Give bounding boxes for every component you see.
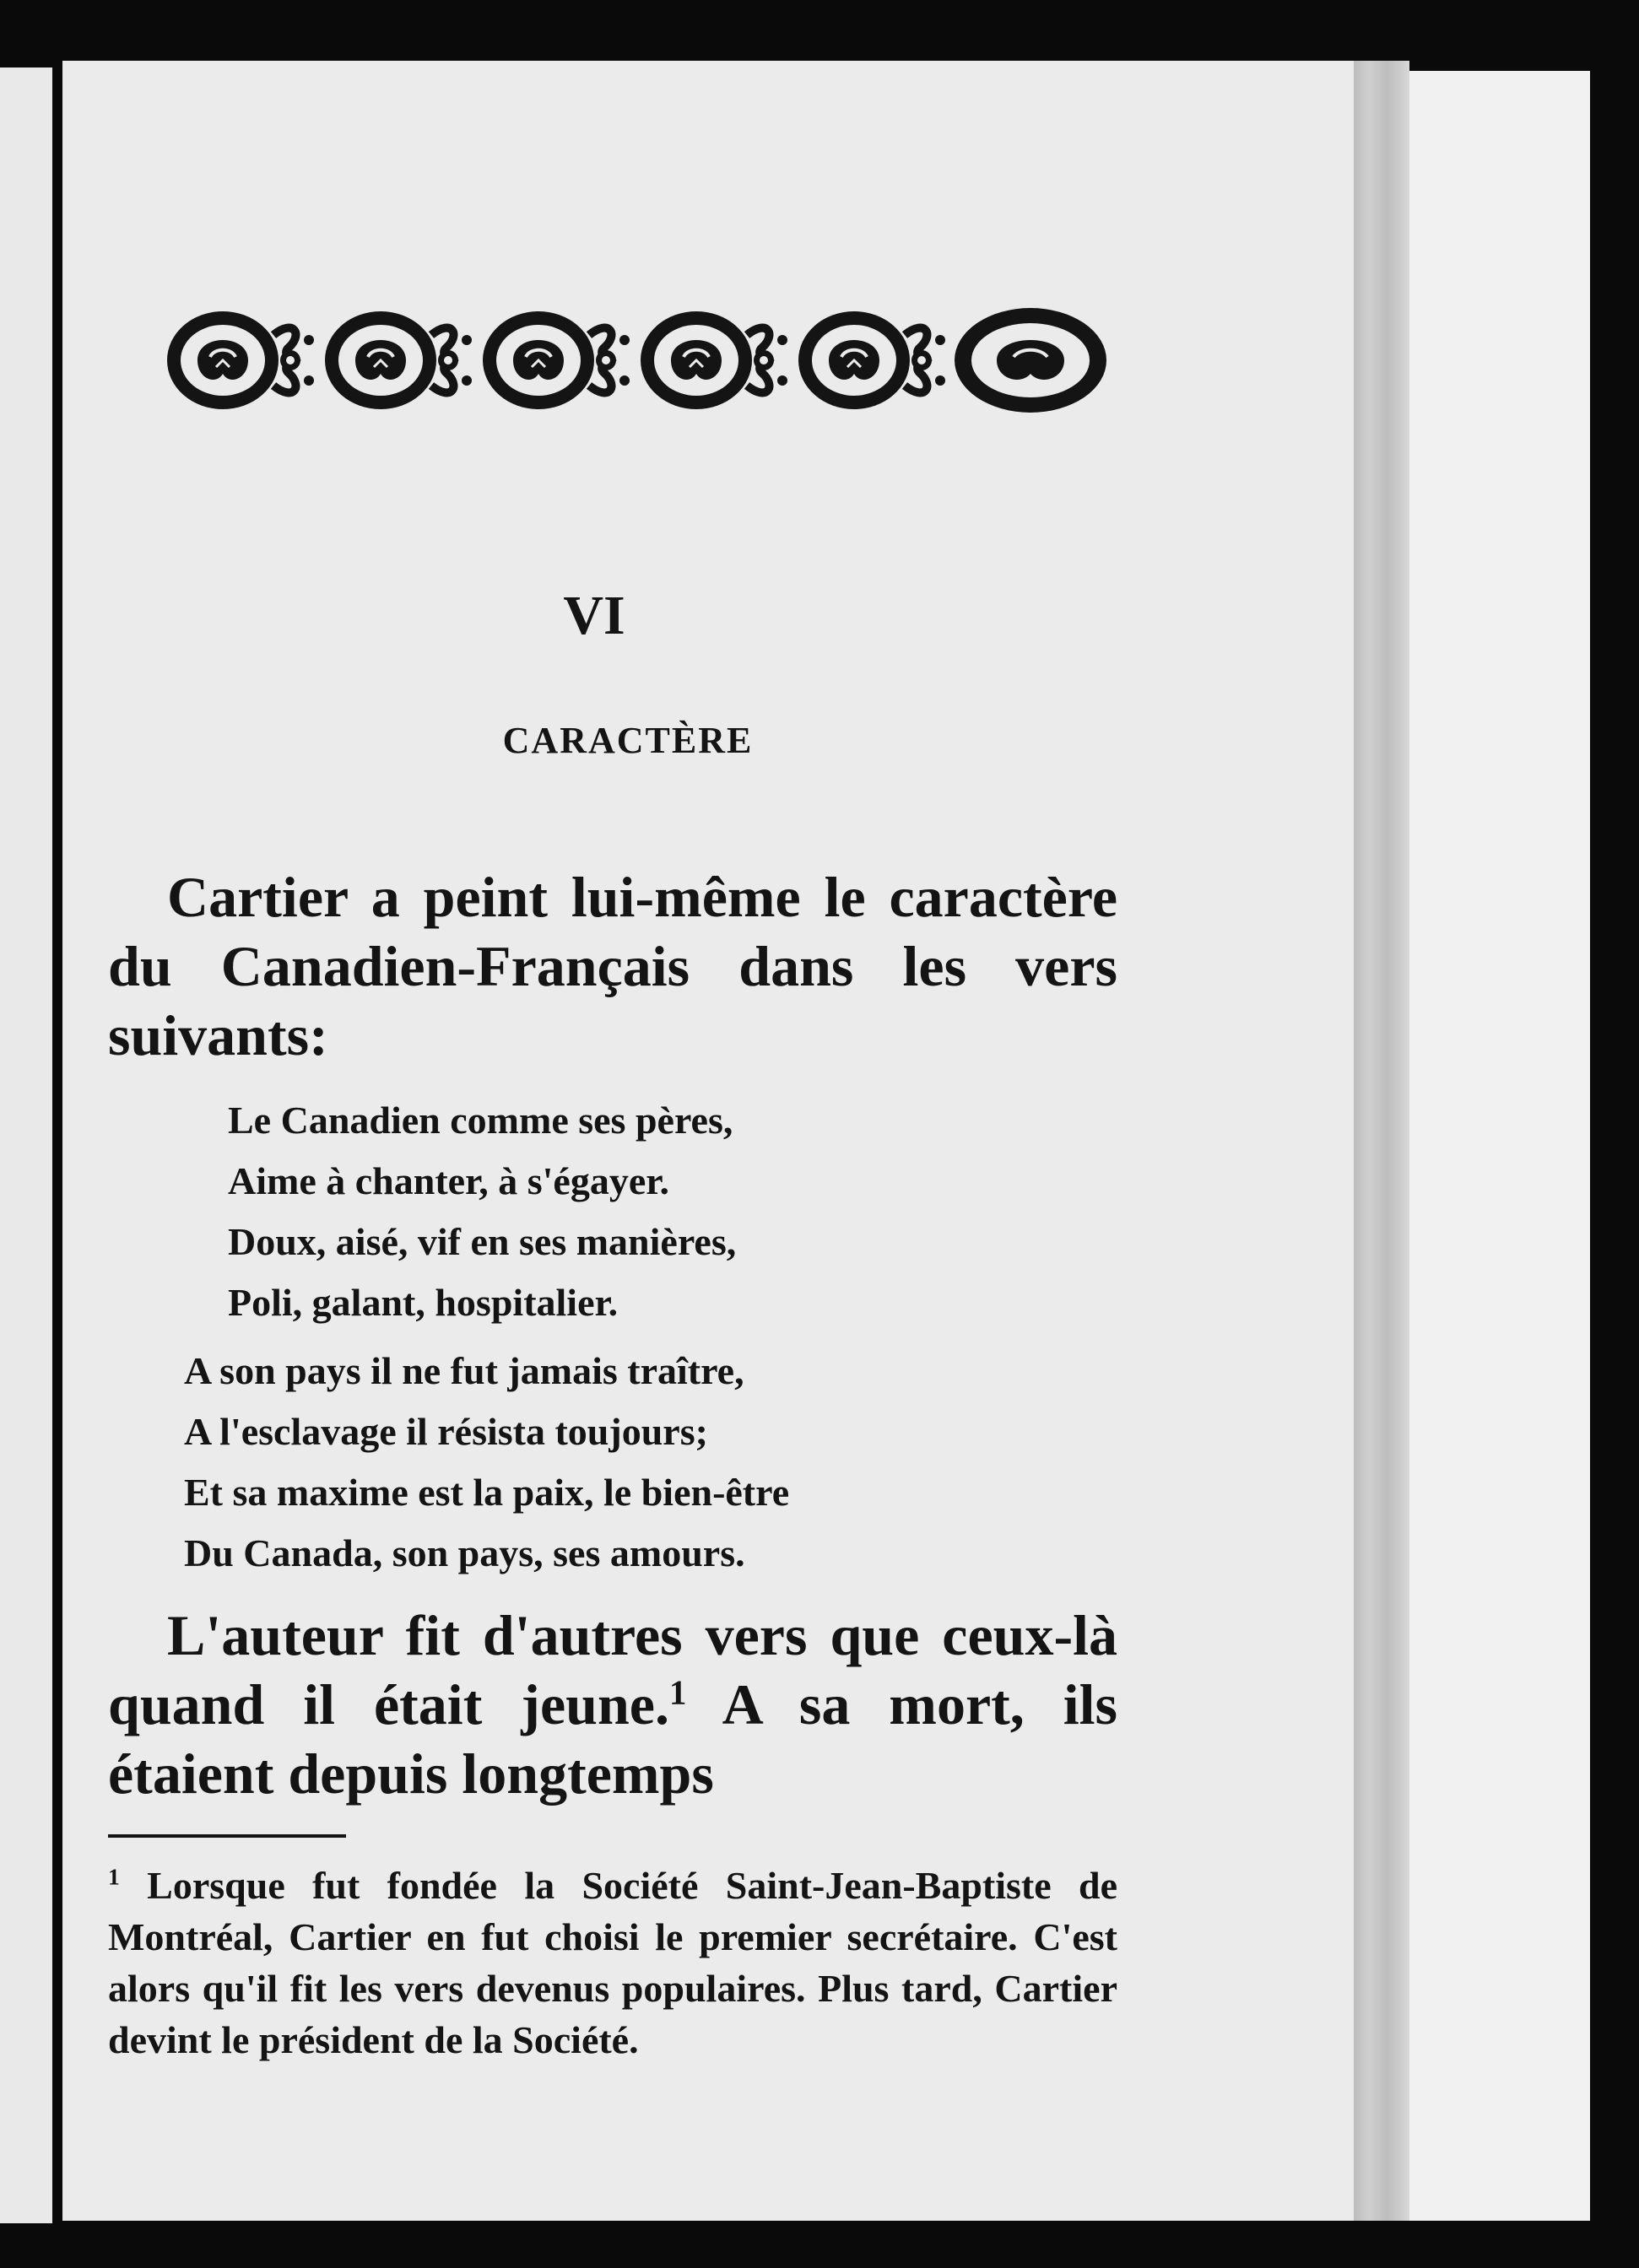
poem-stanza-1 (228, 1090, 736, 1333)
verse-line: Le Canadien comme ses pères, (228, 1099, 733, 1142)
paragraph-text: L'auteur fit d'autres vers que ceux-là quand il était jeune. (108, 1603, 1117, 1736)
decorative-scroll-border (164, 301, 1109, 419)
footnote-marker: 1 (108, 1863, 120, 1890)
verse-line: Aime à chanter, à s'égayer. (228, 1159, 669, 1202)
paragraph-author (108, 1601, 1117, 1808)
verse-line: Poli, galant, hospitalier. (228, 1281, 619, 1324)
verse-line: Doux, aisé, vif en ses manières, (228, 1220, 737, 1263)
footnote-text: Lorsque fut fondée la Société Saint-Jean-Baptiste de Montréal, Cartier en fut choisi le premier secrétaire. C'est alors qu'il fit les vers devenus populaires. Plus tard, Cartier devint le président de la Société. (108, 1864, 1117, 2061)
footnote (108, 1860, 1117, 2066)
previous-page-edge (0, 68, 52, 2223)
verse-line: A son pays il ne fut jamais traître, (184, 1349, 744, 1392)
book-page (62, 61, 1354, 2221)
verse-line: Du Canada, son pays, ses amours. (184, 1531, 745, 1574)
verse-line: Et sa maxime est la paix, le bien-être (184, 1471, 790, 1514)
footnote-divider (108, 1834, 346, 1838)
chapter-number: VI (563, 585, 625, 646)
footnote-reference: 1 (668, 1673, 687, 1712)
poem-stanza-2 (184, 1341, 789, 1584)
chapter-title: CARACTÈRE (502, 720, 754, 761)
verse-line: A l'esclavage il résista toujours; (184, 1410, 708, 1453)
paragraph-text-continued: A sa mort, ils étaient depuis longtemps (108, 1672, 1117, 1806)
paragraph-intro: Cartier a peint lui-même le caractère du Canadien-Français dans les vers suivants: (108, 865, 1117, 1067)
next-page-edge (1409, 71, 1590, 2221)
